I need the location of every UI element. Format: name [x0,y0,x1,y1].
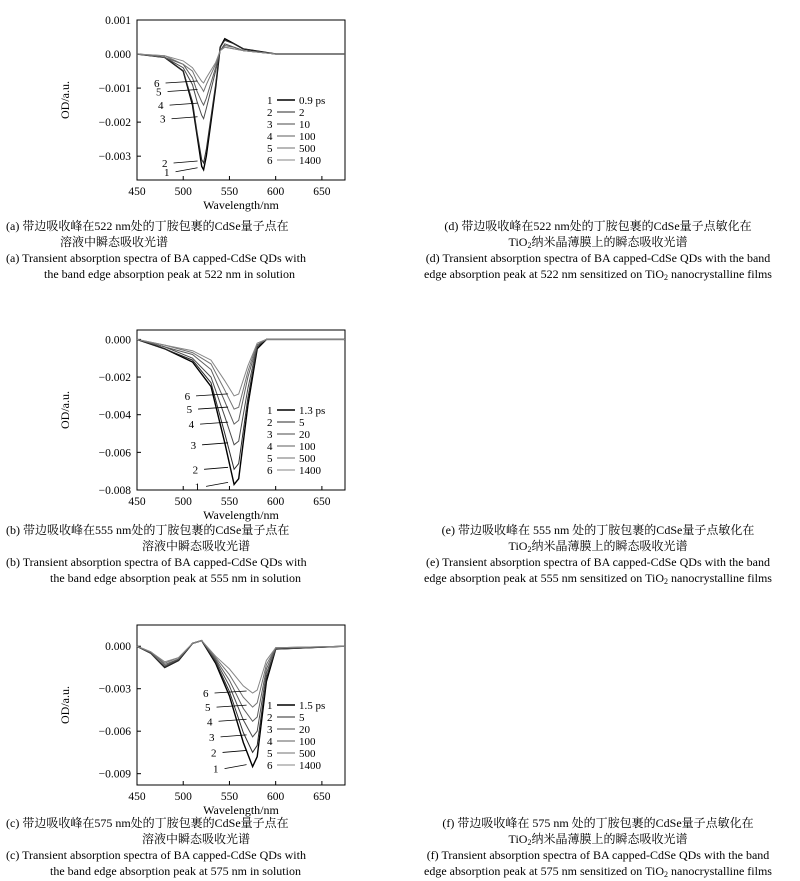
y-tick-label: −0.006 [98,447,131,460]
y-tick-label: −0.002 [98,117,131,130]
x-tick-label: 600 [267,186,285,198]
caption-b-en-2: the band edge absorption peak at 555 nm in solution [50,571,301,585]
x-tick-label: 500 [174,496,192,508]
x-tick-label: 600 [267,791,285,803]
series-line-3 [137,641,345,737]
curve-number-label: 2 [211,747,217,760]
series-line-6 [137,47,345,83]
legend-number: 1 [267,405,273,417]
legend-entry: 5 [299,712,305,724]
chart-c [0,605,400,815]
legend-number: 3 [267,119,273,131]
legend-number: 1 [267,95,273,107]
caption-d-cn-1: (d) 带边吸收峰在522 nm处的丁胺包裹的CdSe量子点敏化在 [444,219,752,233]
legend-number: 5 [267,453,273,465]
caption-e-en-1: (e) Transient absorption spectra of BA capped-CdSe QDs with the band [426,555,770,569]
curve-number-label: 5 [186,404,193,417]
caption-c-cn-1: (c) 带边吸收峰在575 nm处的丁胺包裹的CdSe量子点在 [6,816,289,830]
y-tick-label: −0.009 [98,768,131,781]
caption-f-en-2: edge absorption peak at 575 nm sensitized on TiO$_2$ nanocrystalline films [424,864,772,879]
x-tick-label: 650 [313,791,331,803]
curve-number-label: 4 [207,716,213,729]
caption-c-en-1: (c) Transient absorption spectra of BA capped-CdSe QDs with [6,848,306,862]
series-line-6 [137,641,345,693]
y-tick-label: −0.001 [98,83,131,96]
callout-leader [166,81,198,83]
legend-entry: 500 [299,748,316,760]
y-tick-label: 0.000 [105,641,131,654]
callout-leader [215,691,247,693]
x-tick-label: 500 [174,186,192,198]
legend-number: 2 [267,712,273,724]
y-axis-label: OD/a.u. [58,81,72,119]
legend-number: 1 [267,700,273,712]
caption-b-cn-2: 溶液中瞬态吸收光谱 [142,539,251,553]
caption-d [400,218,796,282]
legend-entry: 1.5 ps [299,700,326,712]
chart-a [0,0,400,210]
curve-number-label: 2 [162,157,168,170]
callout-leader [206,482,228,486]
x-tick-label: 500 [174,791,192,803]
legend-number: 6 [267,465,273,477]
y-tick-label: 0.000 [105,49,131,62]
x-tick-label: 650 [313,496,331,508]
curve-number-label: 2 [192,464,199,477]
curve-number-label: 6 [154,77,160,90]
x-axis-label: Wavelength/nm [203,803,279,817]
callout-leader [176,168,198,172]
series-line-3 [137,339,345,444]
caption-e [400,522,796,586]
series-line-3 [137,44,345,119]
y-axis-label: OD/a.u. [58,391,72,429]
callout-leader [219,719,247,721]
caption-b [6,522,396,586]
callout-leader [200,422,228,424]
legend-entry: 20 [299,724,310,736]
legend-entry: 5 [299,417,305,429]
curve-number-label: 3 [190,439,197,452]
callout-leader [202,443,228,445]
y-tick-label: −0.004 [98,409,131,422]
caption-a-en-1: (a) Transient absorption spectra of BA capped-CdSe QDs with [6,251,306,265]
legend-number: 4 [267,736,273,748]
legend-entry: 1400 [299,760,321,772]
legend-entry: 1.3 ps [299,405,326,417]
legend-number: 2 [267,417,273,429]
legend-number: 4 [267,131,273,143]
callout-leader [223,750,247,752]
legend-entry: 2 [299,107,305,119]
callout-leader [204,467,228,469]
y-tick-label: 0.001 [105,15,131,27]
y-tick-label: 0.000 [105,334,131,347]
curve-number-label: 5 [156,86,162,99]
x-axis-label: Wavelength/nm [203,508,279,522]
caption-c [6,815,396,879]
caption-f-cn-1: (f) 带边吸收峰在 575 nm 处的丁胺包裹的CdSe量子点敏化在 [442,816,754,830]
caption-a-cn-1: (a) 带边吸收峰在522 nm处的丁胺包裹的CdSe量子点在 [6,219,289,233]
legend-entry: 0.9 ps [299,95,326,107]
y-tick-label: −0.003 [98,683,131,696]
caption-f-en-1: (f) Transient absorption spectra of BA capped-CdSe QDs with the band [426,848,770,862]
legend-entry: 500 [299,143,316,155]
curve-number-label: 1 [194,481,201,494]
caption-d-en-2: edge absorption peak at 522 nm sensitized on TiO$_2$ nanocrystalline films [424,267,772,282]
caption-e-en-2: edge absorption peak at 555 nm sensitized on TiO$_2$ nanocrystalline films [424,571,772,586]
caption-c-cn-2: 溶液中瞬态吸收光谱 [142,832,251,846]
caption-b-cn-1: (b) 带边吸收峰在555 nm处的丁胺包裹的CdSe量子点在 [6,523,290,537]
curve-number-label: 4 [158,100,164,113]
caption-e-cn-1: (e) 带边吸收峰在 555 nm 处的丁胺包裹的CdSe量子点敏化在 [441,523,755,537]
caption-a [6,218,396,282]
chart-e [400,310,800,520]
caption-a-cn-2: 溶液中瞬态吸收光谱 [60,235,169,249]
curve-number-label: 6 [203,687,209,700]
callout-leader [174,161,198,163]
curve-number-label: 3 [209,731,215,744]
callout-leader [198,407,228,409]
legend-number: 6 [267,155,273,167]
x-tick-label: 450 [128,791,146,803]
y-tick-label: −0.006 [98,726,131,739]
legend-number: 3 [267,724,273,736]
curve-number-label: 4 [188,419,195,432]
x-tick-label: 650 [313,186,331,198]
chart-d [400,0,800,210]
curve-number-label: 5 [205,702,211,715]
caption-f-cn-2: TiO$_2$纳米晶薄膜上的瞬态吸收光谱 [508,832,688,847]
callout-leader [196,394,228,396]
chart-f [400,605,800,815]
legend-number: 6 [267,760,273,772]
callout-leader [221,735,247,737]
caption-a-en-2: the band edge absorption peak at 522 nm in solution [44,267,295,281]
legend-entry: 1400 [299,465,321,477]
x-tick-label: 550 [220,791,239,803]
x-tick-label: 450 [128,496,146,508]
legend-entry: 500 [299,453,316,465]
callout-leader [172,117,198,119]
legend-entry: 10 [299,119,310,131]
x-axis-label: Wavelength/nm [203,198,279,212]
legend-number: 5 [267,748,273,760]
legend-entry: 100 [299,736,316,748]
legend-number: 4 [267,441,273,453]
caption-e-cn-2: TiO$_2$纳米晶薄膜上的瞬态吸收光谱 [508,539,688,554]
legend-entry: 1400 [299,155,321,167]
callout-leader [168,89,198,91]
x-tick-label: 550 [220,496,239,508]
legend-entry: 100 [299,441,316,453]
curve-number-label: 3 [160,113,166,126]
y-tick-label: −0.002 [98,372,131,385]
y-tick-label: −0.003 [98,151,131,164]
x-tick-label: 600 [267,496,285,508]
x-tick-label: 450 [128,186,146,198]
caption-c-en-2: the band edge absorption peak at 575 nm in solution [50,864,301,878]
chart-b [0,310,400,520]
y-axis-label: OD/a.u. [58,686,72,724]
legend-number: 3 [267,429,273,441]
legend-number: 5 [267,143,273,155]
legend-entry: 100 [299,131,316,143]
curve-number-label: 1 [213,763,219,776]
caption-b-en-1: (b) Transient absorption spectra of BA capped-CdSe QDs with [6,555,307,569]
caption-f [400,815,796,879]
caption-d-en-1: (d) Transient absorption spectra of BA capped-CdSe QDs with the band [425,251,771,265]
caption-d-cn-2: TiO$_2$纳米晶薄膜上的瞬态吸收光谱 [508,235,688,250]
x-tick-label: 550 [220,186,239,198]
legend-number: 2 [267,107,273,119]
series-line-5 [137,641,345,708]
callout-leader [225,765,247,769]
y-tick-label: −0.008 [98,485,131,497]
legend-entry: 20 [299,429,310,441]
curve-number-label: 6 [184,390,191,403]
curve-number-label: 1 [164,166,170,179]
